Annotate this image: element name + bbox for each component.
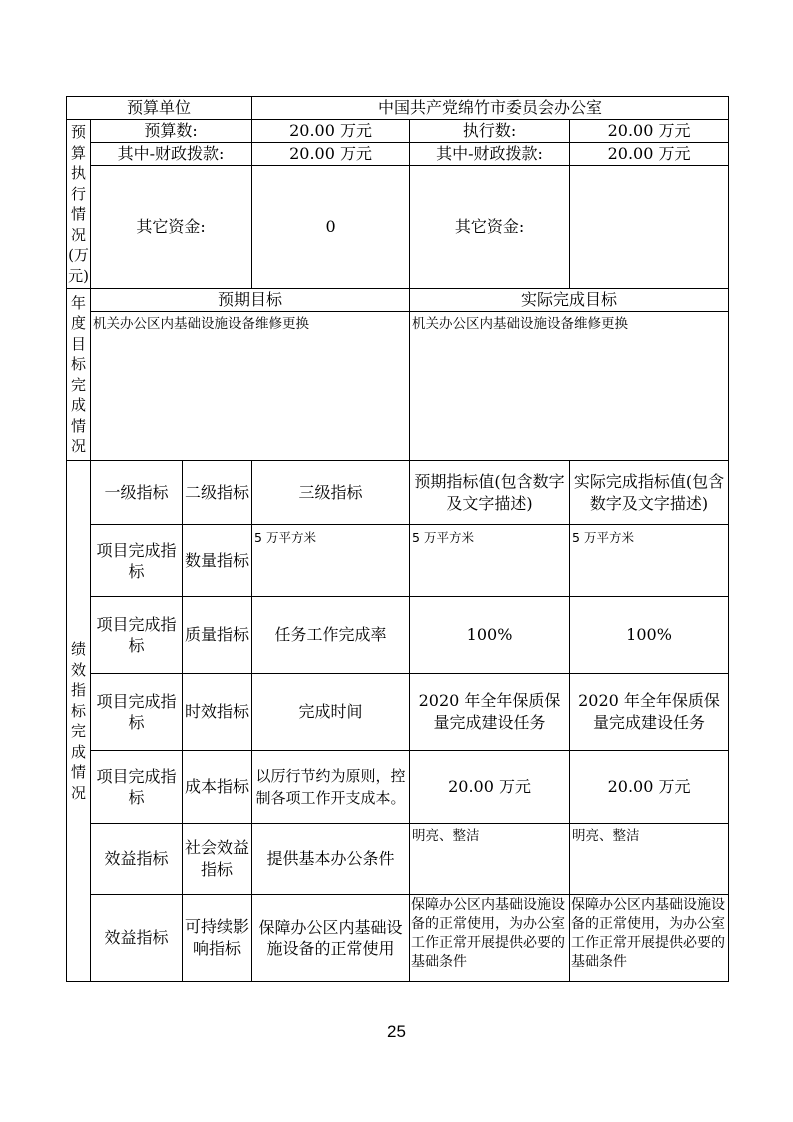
- actual-target-header: 实际完成目标: [410, 289, 729, 312]
- actual-value: 20.00 万元: [570, 751, 729, 824]
- page-number: 25: [387, 1022, 406, 1041]
- table-row: [67, 751, 729, 824]
- level2-indicator: 可持续影响指标: [183, 895, 252, 982]
- level1-indicator: 效益指标: [91, 824, 183, 895]
- other-funds-label: 其它资金:: [91, 166, 252, 289]
- annual-target-side-label: [67, 289, 91, 461]
- expected-value: 5 万平方米: [410, 525, 570, 597]
- side-label-char: 完: [70, 375, 86, 394]
- level3-indicator: 完成时间: [252, 674, 410, 751]
- performance-report-table: [66, 96, 729, 982]
- side-label-char: 完: [70, 722, 86, 740]
- level2-indicator: 数量指标: [183, 525, 252, 597]
- side-label-char: 效: [70, 660, 86, 679]
- level3-indicator: 以厉行节约为原则，控制各项工作开支成本。: [252, 751, 410, 824]
- expected-value: 20.00 万元: [410, 751, 570, 824]
- performance-header-row: [67, 461, 729, 525]
- annual-target-content-row: [67, 312, 729, 461]
- fiscal-allocation-executed-value: 20.00 万元: [570, 143, 729, 166]
- level3-indicator: 任务工作完成率: [252, 597, 410, 674]
- side-label-char: 标: [70, 701, 86, 720]
- executed-amount-label: 执行数:: [410, 120, 570, 143]
- level2-indicator: 质量指标: [183, 597, 252, 674]
- level2-indicator-header: 二级指标: [183, 461, 252, 525]
- actual-value: 2020 年全年保质保量完成建设任务: [570, 674, 729, 751]
- level3-indicator: 保障办公区内基础设施设备的正常使用: [252, 895, 410, 982]
- executed-amount-value: 20.00 万元: [570, 120, 729, 143]
- side-label-char: 情: [70, 763, 86, 781]
- table-row: [67, 674, 729, 751]
- actual-value: 明亮、整洁: [570, 824, 729, 895]
- other-funds-executed-value: [570, 166, 729, 289]
- side-label-char: 预: [70, 123, 86, 141]
- budget-amount-row: [67, 120, 729, 143]
- actual-value: 保障办公区内基础设施设备的正常使用，为办公室工作正常开展提供必要的基础条件: [570, 895, 729, 982]
- side-label-char: 绩: [70, 640, 86, 658]
- planned-target-text: 机关办公区内基础设施设备维修更换: [91, 312, 410, 461]
- level3-indicator: 5 万平方米: [252, 525, 410, 597]
- fiscal-allocation-executed-label: 其中-财政拨款:: [410, 143, 570, 166]
- side-label-char: (万: [68, 246, 89, 264]
- actual-value-header: 实际完成指标值(包含数字及文字描述): [570, 461, 729, 525]
- planned-target-header: 预期目标: [91, 289, 410, 312]
- performance-side-label: [67, 461, 91, 982]
- side-label-char: 指: [70, 681, 86, 699]
- actual-value: 100%: [570, 597, 729, 674]
- table-row: [67, 895, 729, 982]
- budget-unit-value: 中国共产党绵竹市委员会办公室: [252, 97, 729, 120]
- table-row: [67, 824, 729, 895]
- other-funds-row: [67, 166, 729, 289]
- side-label-char: 成: [70, 396, 86, 414]
- side-label-char: 况: [70, 225, 86, 244]
- level1-indicator: 效益指标: [91, 895, 183, 982]
- table-row: [67, 525, 729, 597]
- actual-target-text: 机关办公区内基础设施设备维修更换: [410, 312, 729, 461]
- level1-indicator: 项目完成指标: [91, 751, 183, 824]
- level2-indicator: 社会效益指标: [183, 824, 252, 895]
- side-label-char: 年: [70, 293, 86, 312]
- side-label-char: 度: [70, 314, 86, 332]
- budget-unit-label: 预算单位: [67, 97, 252, 120]
- level2-indicator: 时效指标: [183, 674, 252, 751]
- side-label-char: 行: [70, 184, 86, 203]
- level1-indicator-header: 一级指标: [91, 461, 183, 525]
- side-label-char: 况: [70, 437, 86, 455]
- expected-value: 2020 年全年保质保量完成建设任务: [410, 674, 570, 751]
- expected-value-header: 预期指标值(包含数字及文字描述): [410, 461, 570, 525]
- side-label-char: 元): [68, 266, 89, 285]
- side-label-char: 情: [70, 416, 86, 435]
- side-label-char: 算: [70, 143, 86, 162]
- unit-row: [67, 97, 729, 120]
- budget-amount-label: 预算数:: [91, 120, 252, 143]
- expected-value: 保障办公区内基础设施设备的正常使用，为办公室工作正常开展提供必要的基础条件: [410, 895, 570, 982]
- level1-indicator: 项目完成指标: [91, 597, 183, 674]
- actual-value: 5 万平方米: [570, 525, 729, 597]
- side-label-char: 目: [70, 334, 86, 353]
- side-label-char: 情: [70, 205, 86, 223]
- level2-indicator: 成本指标: [183, 751, 252, 824]
- budget-execution-side-label: [67, 120, 91, 289]
- annual-target-header-row: [67, 289, 729, 312]
- side-label-char: 况: [70, 783, 86, 802]
- level1-indicator: 项目完成指标: [91, 674, 183, 751]
- fiscal-allocation-row: [67, 143, 729, 166]
- table-row: [67, 597, 729, 674]
- level3-indicator-header: 三级指标: [252, 461, 410, 525]
- expected-value: 100%: [410, 597, 570, 674]
- side-label-char: 执: [70, 164, 86, 182]
- budget-amount-value: 20.00 万元: [252, 120, 410, 143]
- level1-indicator: 项目完成指标: [91, 525, 183, 597]
- fiscal-allocation-budget-value: 20.00 万元: [252, 143, 410, 166]
- side-label-char: 成: [70, 742, 86, 761]
- fiscal-allocation-label: 其中-财政拨款:: [91, 143, 252, 166]
- other-funds-executed-label: 其它资金:: [410, 166, 570, 289]
- side-label-char: 标: [70, 355, 86, 373]
- other-funds-budget-value: 0: [252, 166, 410, 289]
- expected-value: 明亮、整洁: [410, 824, 570, 895]
- level3-indicator: 提供基本办公条件: [252, 824, 410, 895]
